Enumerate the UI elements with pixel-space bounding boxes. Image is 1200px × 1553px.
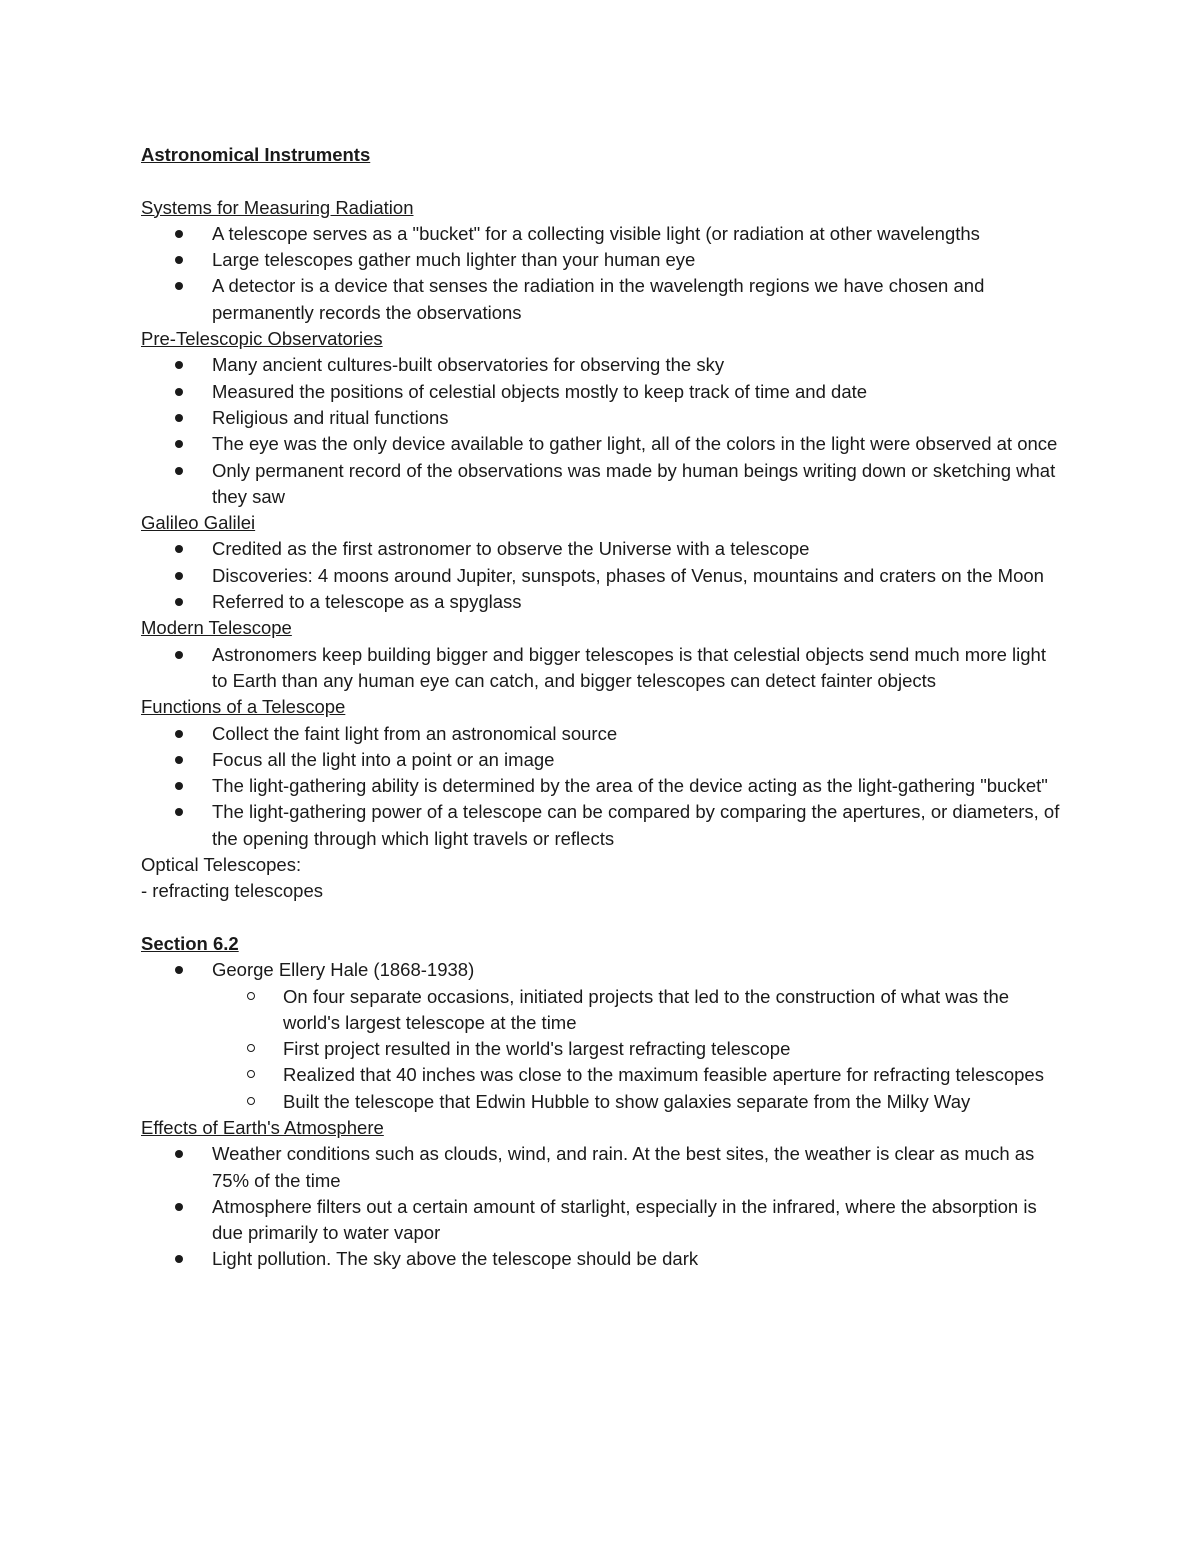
heading-atmosphere: Effects of Earth's Atmosphere	[141, 1116, 384, 1138]
bullet-icon	[175, 598, 183, 606]
circle-bullet-icon	[247, 1097, 255, 1105]
sub-list-item	[141, 1089, 1061, 1115]
list-item-text: Only permanent record of the observations was made by human beings writing down or sketching what they saw	[212, 459, 1056, 507]
list-item-text: Focus all the light into a point or an image	[212, 748, 555, 770]
list-modern-telescope	[141, 642, 1061, 695]
list-item	[141, 273, 1061, 326]
list-item-text: Measured the positions of celestial objects mostly to keep track of time and date	[212, 380, 868, 402]
list-pre-telescopic	[141, 352, 1061, 510]
list-item-text: Religious and ritual functions	[212, 406, 449, 428]
bullet-icon	[175, 440, 183, 448]
spacer	[141, 905, 1061, 931]
bullet-icon	[175, 414, 183, 422]
list-item	[141, 747, 1061, 773]
list-measuring-radiation	[141, 221, 1061, 326]
bullet-icon	[175, 388, 183, 396]
bullet-icon	[175, 756, 183, 764]
list-item-text: Atmosphere filters out a certain amount of starlight, especially in the infrared, where the absorption is due primarily to water vapor	[212, 1195, 1037, 1244]
document-title: Astronomical Instruments	[141, 144, 371, 165]
list-item-text: Collect the faint light from an astronomical source	[212, 722, 618, 744]
optical-telescopes-label: Optical Telescopes:	[141, 854, 302, 876]
heading-pre-telescopic: Pre-Telescopic Observatories	[141, 328, 383, 350]
list-item-text: Weather conditions such as clouds, wind, and rain. At the best sites, the weather is clear as much as 75% of the time	[212, 1143, 1035, 1191]
spacer	[141, 168, 1061, 194]
list-item	[141, 379, 1061, 405]
list-item	[141, 405, 1061, 431]
list-item-text: Light pollution. The sky above the telescope should be dark	[212, 1248, 699, 1270]
list-section-6-2	[141, 957, 1061, 1115]
bullet-icon	[175, 1255, 183, 1263]
list-item	[141, 352, 1061, 378]
sub-list-item-text: First project resulted in the world's largest refracting telescope	[283, 1038, 791, 1060]
sub-list-item-text: Built the telescope that Edwin Hubble to show galaxies separate from the Milky Way	[283, 1090, 971, 1112]
list-functions	[141, 721, 1061, 852]
bullet-icon	[175, 256, 183, 264]
bullet-icon	[175, 808, 183, 816]
list-atmosphere	[141, 1141, 1061, 1272]
list-item-text: A telescope serves as a "bucket" for a collecting visible light (or radiation at other wavelengths	[212, 222, 980, 244]
list-item-text: Large telescopes gather much lighter than your human eye	[212, 249, 696, 271]
list-item-text: Referred to a telescope as a spyglass	[212, 591, 522, 613]
list-item	[141, 799, 1061, 852]
list-item-text: A detector is a device that senses the radiation in the wavelength regions we have chosen and permanently records the observations	[212, 275, 985, 323]
bullet-icon	[175, 545, 183, 553]
list-item	[141, 536, 1061, 562]
list-item	[141, 563, 1061, 589]
bullet-icon	[175, 467, 183, 475]
bullet-icon	[175, 730, 183, 738]
sub-list-item-text: Realized that 40 inches was close to the maximum feasible aperture for refracting telescopes	[283, 1064, 1044, 1086]
heading-functions: Functions of a Telescope	[141, 696, 346, 718]
list-item-text: Discoveries: 4 moons around Jupiter, sunspots, phases of Venus, mountains and craters on the Moon	[212, 564, 1044, 586]
list-item	[141, 247, 1061, 273]
list-galileo	[141, 536, 1061, 615]
circle-bullet-icon	[247, 1070, 255, 1078]
list-item	[141, 458, 1061, 511]
heading-galileo: Galileo Galilei	[141, 512, 256, 534]
list-item	[141, 773, 1061, 799]
list-item-text: George Ellery Hale (1868-1938)	[212, 959, 475, 981]
list-item-text: The light-gathering power of a telescope can be compared by comparing the apertures, or diameters, of the opening through which light travels or reflects	[212, 801, 1060, 849]
heading-measuring-radiation: Systems for Measuring Radiation	[141, 196, 414, 218]
list-item	[141, 721, 1061, 747]
list-item	[141, 221, 1061, 247]
bullet-icon	[175, 572, 183, 580]
sub-list-item	[141, 1036, 1061, 1062]
bullet-icon	[175, 361, 183, 369]
circle-bullet-icon	[247, 1044, 255, 1052]
sub-list-item	[141, 984, 1061, 1037]
list-item-text: Many ancient cultures-built observatories for observing the sky	[212, 354, 725, 376]
list-item	[141, 957, 1061, 983]
bullet-icon	[175, 230, 183, 238]
sub-list-item	[141, 1062, 1061, 1088]
bullet-icon	[175, 651, 183, 659]
circle-bullet-icon	[247, 992, 255, 1000]
list-item-text: Credited as the first astronomer to observe the Universe with a telescope	[212, 538, 810, 560]
document-content	[141, 142, 1061, 1273]
list-item	[141, 1141, 1061, 1194]
bullet-icon	[175, 282, 183, 290]
list-item	[141, 642, 1061, 695]
list-item	[141, 1246, 1061, 1272]
list-item-text: Astronomers keep building bigger and bigger telescopes is that celestial objects send much more light to Earth than any human eye can catch, and bigger telescopes can detect fainter objects	[212, 643, 1046, 691]
list-item-text: The eye was the only device available to gather light, all of the colors in the light were observed at once	[212, 433, 1058, 455]
bullet-icon	[175, 782, 183, 790]
list-item	[141, 431, 1061, 457]
bullet-icon	[175, 1203, 183, 1211]
list-item	[141, 589, 1061, 615]
list-item	[141, 1194, 1061, 1247]
heading-modern-telescope: Modern Telescope	[141, 617, 292, 639]
list-item-text: The light-gathering ability is determined by the area of the device acting as the light-gathering "bucket"	[212, 775, 1048, 797]
bullet-icon	[175, 1150, 183, 1158]
optical-telescopes-line: - refracting telescopes	[141, 880, 324, 902]
section-6-2-title: Section 6.2	[141, 932, 239, 954]
sub-list-item-text: On four separate occasions, initiated projects that led to the construction of what was the world's largest telescope at the time	[283, 985, 1010, 1033]
bullet-icon	[175, 966, 183, 974]
